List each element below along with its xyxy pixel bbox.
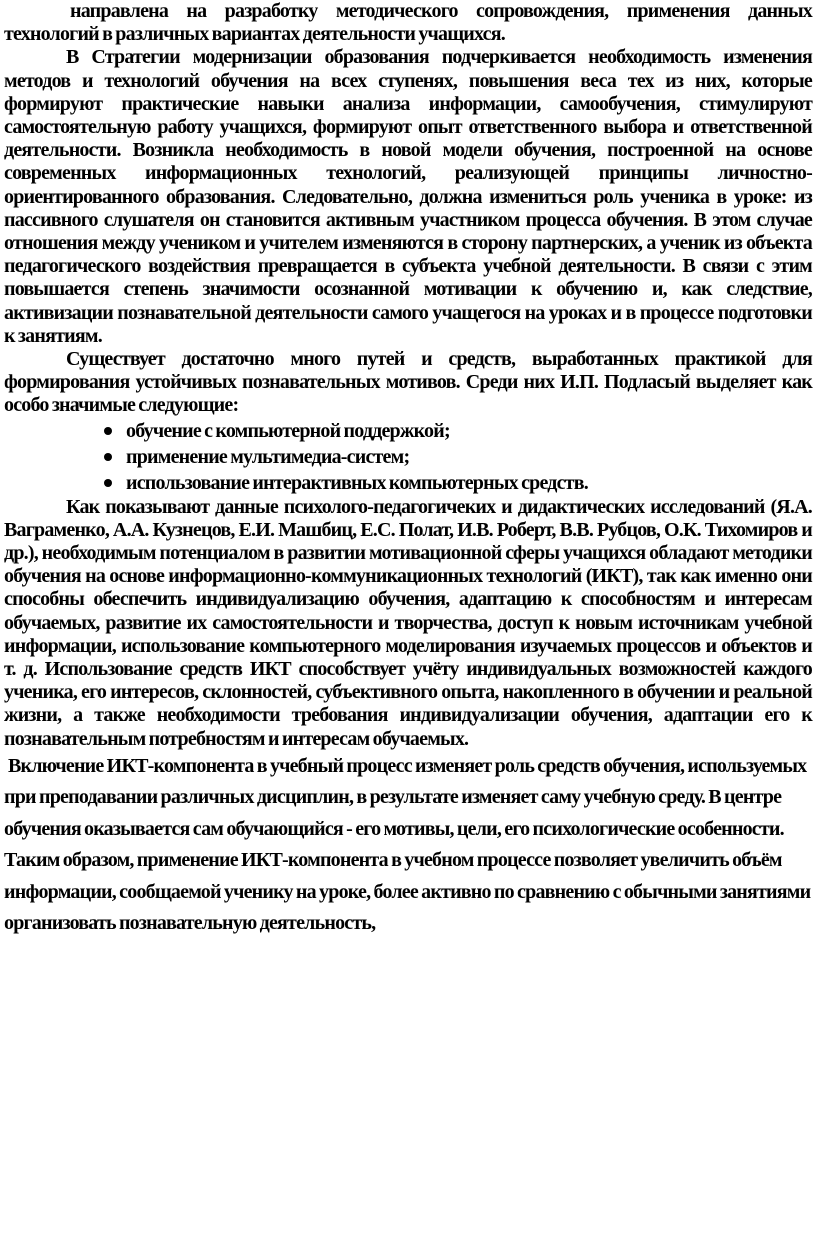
paragraph-3: Существует достаточно много путей и средств, выработанных практикой для формирования устойчивых познавательных мотивов. Среди них И.П. Подласый выделяет как особо значимые следующие: (4, 348, 812, 417)
paragraph-4: Как показывают данные психолого-педагогичеких и дидактических исследований (Я.А. Ваграменко, А.А. Кузнецов, Е.И. Машбиц, Е.С. Полат, И.В. Роберт, В.В. Рубцов, О.К. Тихомиров и др.), необходимым потенциалом в развитии мотивационной сферы учащихся обладают методики обучения на основе информационно-коммуникационных технологий (ИКТ), так как именно они способны обеспечить индивидуализацию обучения, адаптацию к способностям и интересам обучаемых, развитие их самостоятельности и творчества, доступ к новым источникам учебной информации, использование компьютерного моделирования изучаемых процессов и объектов и т. д. Использование средств ИКТ способствует учёту индивидуальных возможностей каждого ученика, его интересов, склонностей, субъективного опыта, накопленного в обучении и реальной жизни, а также необходимости требования индивидуализации обучения, адаптации его к познавательным потребностям и интересам обучаемых. (4, 495, 812, 750)
list-item-text: применение мультимедиа-систем; (126, 445, 410, 468)
list-item-text: использование интерактивных компьютерных средств. (126, 471, 588, 494)
list-item (104, 444, 812, 470)
bullet-list (4, 418, 812, 496)
list-item (104, 418, 812, 444)
bullet-icon (104, 479, 112, 487)
bullet-icon (104, 427, 112, 435)
list-item-text: обучение с компьютерной поддержкой; (126, 419, 450, 442)
bullet-icon (104, 453, 112, 461)
list-item (104, 470, 812, 496)
paragraph-1: направлена на разработку методического сопровождения, применения данных технологий в различных вариантах деятельности учащихся. (4, 0, 812, 46)
paragraph-5: Включение ИКТ-компонента в учебный процесс изменяет роль средств обучения, используемых при преподавании различных дисциплин, в результате изменяет саму учебную среду. В центре обучения оказывается сам обучающийся - его мотивы, цели, его психологические особенности. Таким образом, применение ИКТ-компонента в учебном процессе позволяет увеличить объём информации, сообщаемой ученику на уроке, более активно по сравнению с обычными занятиями организовать познавательную деятельность, (4, 754, 811, 934)
paragraph-2: В Стратегии модернизации образования подчеркивается необходимость изменения методов и технологий обучения на всех ступенях, повышения веса тех из них, которые формируют практические навыки анализа информации, самообучения, стимулируют самостоятельную работу учащихся, формируют опыт ответственного выбора и ответственной деятельности. Возникла необходимость в новой модели обучения, построенной на основе современных информационных технологий, реализующей принципы личностно-ориентированного образования. Следовательно, должна измениться роль ученика в уроке: из пассивного слушателя он становится активным участником процесса обучения. В этом случае отношения между учеником и учителем изменяются в сторону партнерских, а ученик из объекта педагогического воздействия превращается в субъекта учебной деятельности. В связи с этим повышается степень значимости осознанной мотивации к обучению и, как следствие, активизации познавательной деятельности самого учащегося на уроках и в процессе подготовки к занятиям. (4, 46, 812, 347)
